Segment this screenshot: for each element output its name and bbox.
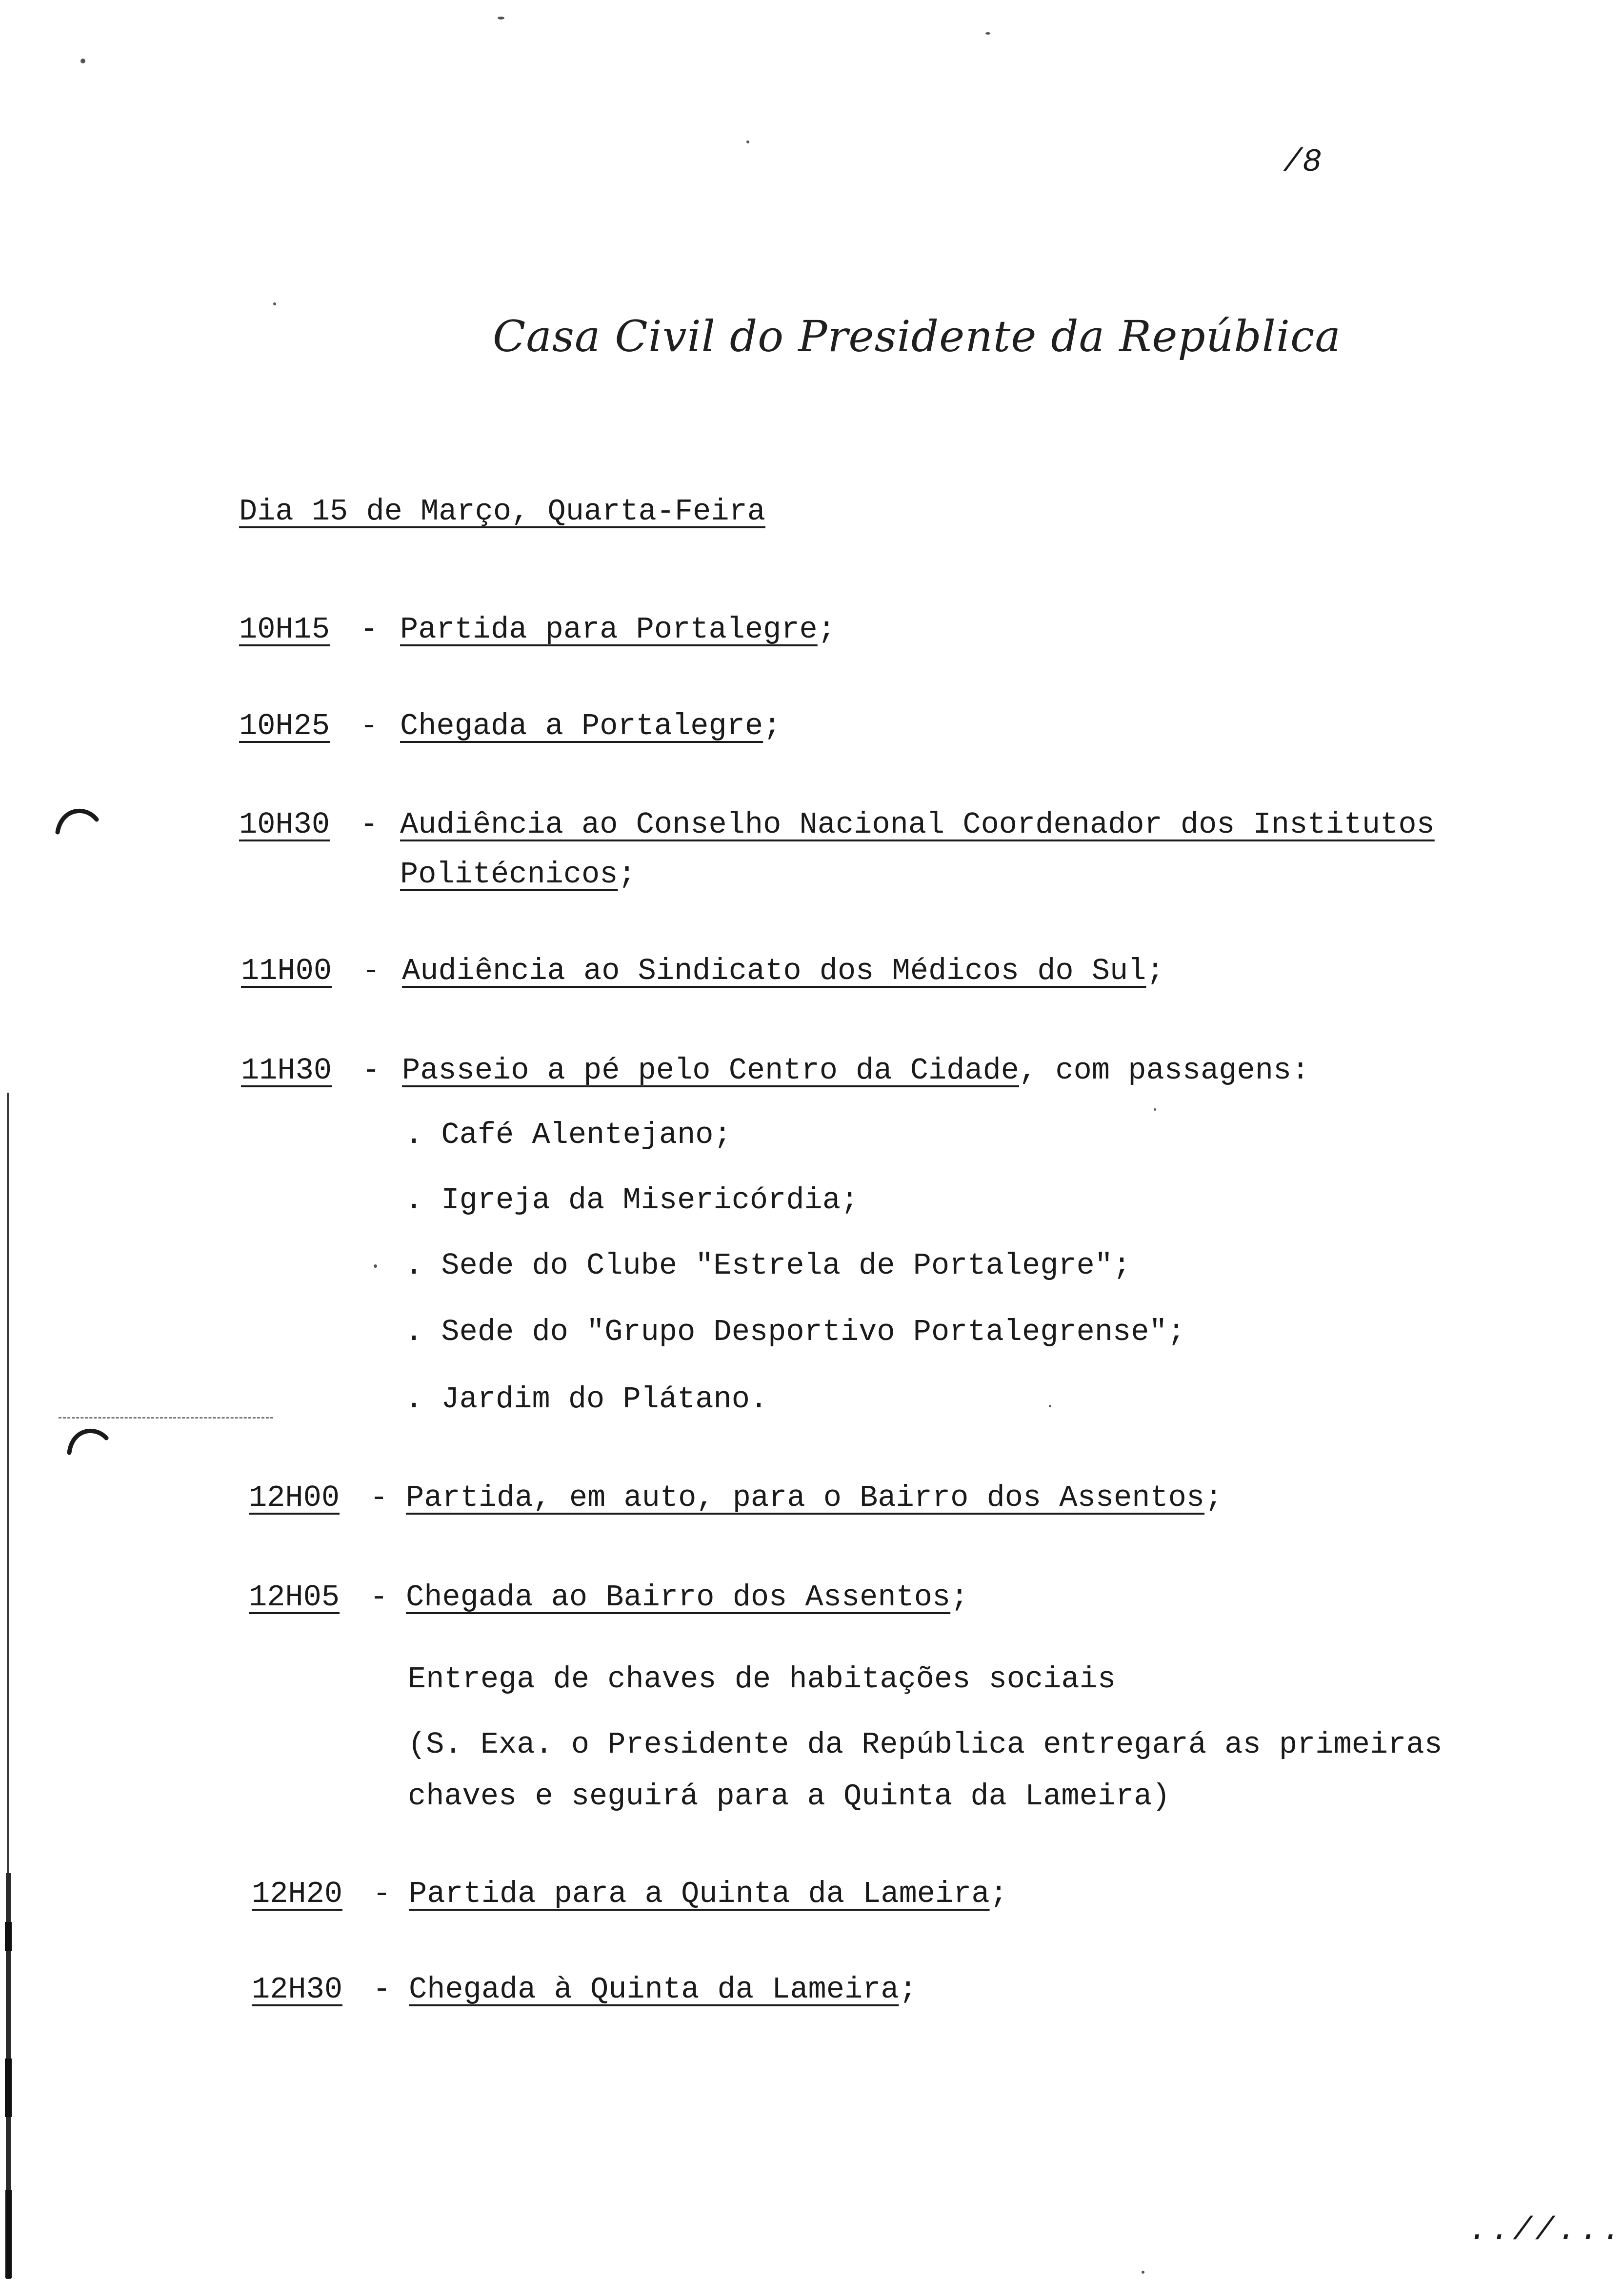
entry-time: 10H30 — [239, 807, 330, 842]
entrega-line: Entrega de chaves de habitações sociais — [408, 1662, 1116, 1697]
entry-time: 11H30 — [241, 1053, 332, 1088]
scan-speck — [374, 1264, 377, 1268]
entry-time: 12H00 — [249, 1480, 340, 1515]
scan-speck — [273, 302, 276, 305]
entry-text-continued — [400, 857, 636, 892]
entry-dash: - — [370, 1480, 388, 1515]
entry-title: Passeio a pé pelo Centro da Cidade — [402, 1053, 1020, 1088]
entry-text — [406, 1480, 1223, 1515]
entry-suffix: ; — [817, 612, 836, 647]
entry-time: 10H15 — [239, 612, 330, 647]
list-item: . Sede do Clube "Estrela de Portalegre"; — [405, 1248, 1131, 1283]
entry-title: Audiência ao Conselho Nacional Coordenador dos Institutos — [400, 807, 1435, 842]
date-heading: Dia 15 de Março, Quarta-Feira — [239, 494, 765, 529]
entry-text — [402, 1053, 1310, 1088]
scan-speck — [746, 140, 749, 143]
letterhead-title: Casa Civil do Presidente da República — [493, 311, 1341, 361]
entry-dash: - — [360, 612, 379, 647]
scan-edge-strip — [0, 1093, 13, 2279]
list-item: . Igreja da Misericórdia; — [405, 1183, 859, 1218]
entry-text — [402, 956, 1164, 986]
entry-dash: - — [360, 709, 379, 743]
entry-title: Chegada à Quinta da Lameira — [409, 1972, 899, 2007]
scan-speck — [80, 59, 85, 63]
list-item: . Sede do "Grupo Desportivo Portalegrense"; — [405, 1315, 1185, 1349]
continuation-mark: ..//... — [1468, 2212, 1624, 2249]
scan-speck — [985, 32, 990, 35]
entry-title: Chegada a Portalegre — [400, 709, 763, 743]
scan-speck — [498, 17, 504, 20]
entrega-note: chaves e seguirá para a Quinta da Lameira) — [408, 1779, 1170, 1814]
entry-dash: - — [362, 954, 381, 988]
entry-title-line2: Politécnicos — [400, 857, 618, 892]
entry-title: Partida, em auto, para o Bairro dos Assentos — [406, 1480, 1205, 1515]
entry-title: Partida para a Quinta da Lameira — [409, 1877, 990, 1911]
entry-suffix: ; — [1204, 1480, 1223, 1515]
entry-title: Audiência ao Sindicato dos Médicos do Sul — [402, 954, 1146, 988]
entry-time: 12H20 — [252, 1877, 343, 1911]
entry-time: 10H25 — [239, 709, 330, 743]
entry-text — [406, 1582, 968, 1613]
entrega-note: (S. Exa. o Presidente da República entregará as primeiras — [408, 1727, 1443, 1762]
entry-suffix: ; — [899, 1972, 917, 2007]
entry-time: 12H30 — [252, 1972, 343, 2007]
entry-dash: - — [373, 1972, 391, 2007]
entry-dash: - — [373, 1877, 391, 1911]
scan-speck — [1049, 1405, 1051, 1407]
list-item: . Café Alentejano; — [405, 1118, 732, 1152]
entry-dash: - — [370, 1580, 388, 1615]
scan-speck — [1142, 2271, 1144, 2274]
scan-dash-line — [59, 1417, 273, 1419]
entry-text — [409, 1972, 917, 2007]
entry-suffix: ; — [989, 1877, 1008, 1911]
entry-text — [400, 612, 836, 647]
entry-title: Partida para Portalegre — [400, 612, 818, 647]
entry-text — [409, 1879, 1008, 1909]
entry-time: 12H05 — [249, 1580, 340, 1615]
page-number: /8 — [1283, 144, 1322, 180]
entry-suffix: ; — [763, 709, 782, 743]
entry-title: Chegada ao Bairro dos Assentos — [406, 1580, 951, 1615]
entry-suffix: ; — [950, 1580, 969, 1615]
scan-speck — [1154, 1108, 1156, 1111]
list-item: . Jardim do Plátano. — [405, 1382, 768, 1417]
margin-hole-mark — [55, 805, 99, 834]
entry-suffix: ; — [618, 857, 636, 892]
entry-dash: - — [360, 807, 379, 842]
entry-time: 11H00 — [241, 954, 332, 988]
entry-suffix: ; — [1146, 954, 1164, 988]
entry-suffix: , com passagens: — [1019, 1053, 1310, 1088]
entry-dash: - — [362, 1053, 381, 1088]
margin-hole-mark — [65, 1424, 109, 1454]
entry-text — [400, 711, 781, 741]
